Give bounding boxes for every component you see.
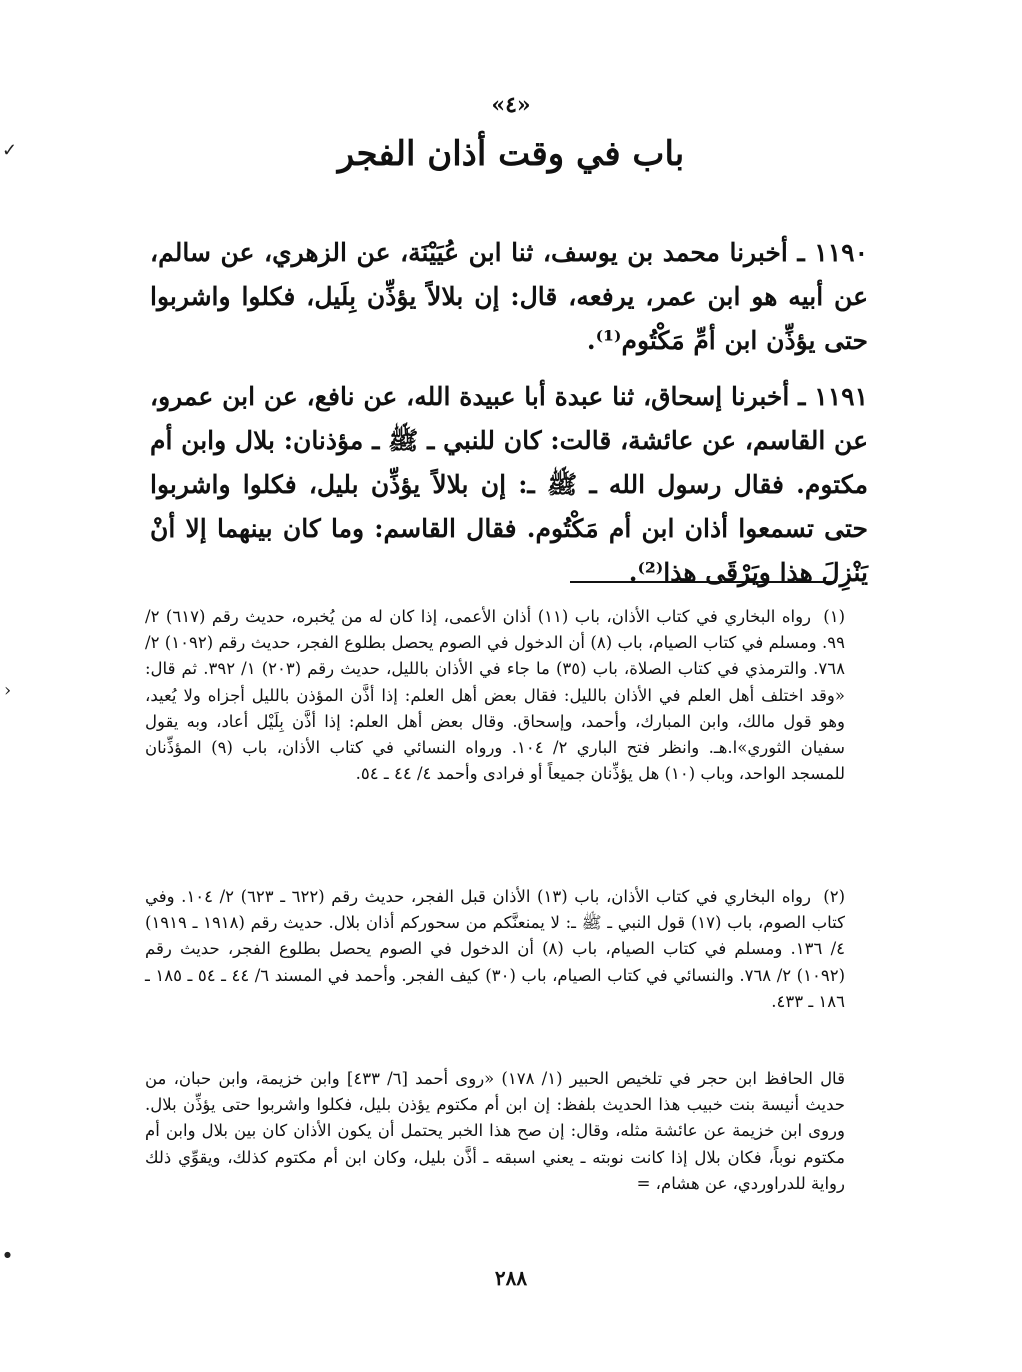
- footnote-label: (٢): [823, 887, 845, 906]
- footnote-label: (١): [823, 607, 845, 626]
- footnote-1: [145, 604, 845, 787]
- page-number: ٢٨٨: [494, 1266, 528, 1290]
- footnote-text: رواه البخاري في كتاب الأذان، باب (١٣) الأذان قبل الفجر، حديث رقم (٦٢٢ ـ ٦٢٣) ٢/ ١٠٤. وفي كتاب الصوم، باب (١٧) قول النبي ـ ﷺ ـ: لا يمنعنَّكم من سحوركم أذان بلال. حديث رقم (١٩١٨ ـ ١٩١٩) ٤/ ١٣٦. ومسلم في كتاب الصيام، باب (٨) أن الدخول في الصوم يحصل بطلوع الفجر، حديث رقم (١٠٩٢) ٢/ ٧٦٨. والنسائي في كتاب الصيام، باب (٣٠) كيف الفجر. وأحمد في المسند ٦/ ٤٤ ـ ٥٤ ـ ١٨٥ ـ ١٨٦ ـ ٤٣٣.: [145, 887, 846, 1011]
- hadith-1191: ١١٩١ ـ أخبرنا إسحاق، ثنا عبدة أبا عبيدة الله، عن نافع، عن ابن عمرو، عن القاسم، عن عائشة، قالت: كان للنبي ـ ﷺ ـ مؤذنان: بلال وابن أم مكتوم. فقال رسول الله ـ ﷺ ـ: إن بلالاً يؤذِّن بليل، فكلوا واشربوا حتى تسمعوا أذان ابن أم مَكْتُوم. فقال القاسم: وما كان بينهما إلا أنْ يَنْزِلَ هذا ويَرْقَى هذا⁽²⁾.: [150, 382, 868, 587]
- footnote-separator: [570, 581, 836, 583]
- chapter-title: باب في وقت أذان الفجر: [337, 134, 685, 174]
- scan-dot: ●: [4, 1250, 11, 1259]
- footnote-text: رواه البخاري في كتاب الأذان، باب (١١) أذان الأعمى، إذا كان له من يُخبره، حديث رقم (٦١٧) ٢/ ٩٩. ومسلم في كتاب الصيام، باب (٨) أن الدخول في الصوم يحصل بطلوع الفجر، حديث رقم (١٠٩٢) ٢/ ٧٦٨. والترمذي في كتاب الصلاة، باب (٣٥) ما جاء في الأذان بالليل، حديث رقم (٢٠٣) ١/ ٣٩٢. ثم قال: «وقد اختلف أهل العلم في الأذان بالليل: فقال بعض أهل العلم: إذا أذَّن المؤذن بالليل أجزاه ولا يُعيد، وهو قول مالك، وابن المبارك، وأحمد، وإسحاق. وقال بعض أهل العلم: إذا أذَّن بِلَيْل أعاد، وبه يقول سفيان الثوري»ا.هـ. وانظر فتح الباري ٢/ ١٠٤. ورواه النسائي في كتاب الأذان، باب (٩) المؤذِّنان للمسجد الواحد، وباب (١٠) هل يؤذِّنان جميعاً أو فرادى وأحمد ٤/ ٤٤ ـ ٥٤.: [145, 607, 846, 784]
- footnote-2: [145, 884, 845, 1015]
- hadith-1190: ١١٩٠ ـ أخبرنا محمد بن يوسف، ثنا ابن عُيَيْنَة، عن الزهري، عن سالم، عن أبيه هو ابن عمر، يرفعه، قال: إن بلالاً يؤذِّن بِلَيل، فكلوا واشربوا حتى يؤذِّن ابن أمِّ مَكْتُوم⁽¹⁾.: [150, 238, 868, 355]
- scan-mark: ›: [4, 680, 12, 701]
- scan-mark: ✓: [2, 140, 18, 161]
- footnote-continuation: قال الحافظ ابن حجر في تلخيص الحبير (١/ ١٧٨) «روى أحمد [٦/ ٤٣٣] وابن خزيمة، وابن حبان، من حديث أنيسة بنت خبيب هذا الحديث بلفظ: إن ابن أم مكتوم يؤذن بليل، فكلوا واشربوا حتى يؤذِّن بلال. وروى ابن خزيمة عن عائشة مثله، وقال: إن صح هذا الخبر يحتمل أن يكون الأذان كان بين بلال وابن أم مكتوم نوباً، فكان بلال إذا كانت نوبته ـ يعني اسبقه ـ أذَّن بليل، وكان ابن أم مكتوم كذلك، ويقوِّي ذلك رواية للدراوردي، عن هشام، =: [145, 1069, 845, 1193]
- chapter-number: «٤»: [491, 92, 531, 118]
